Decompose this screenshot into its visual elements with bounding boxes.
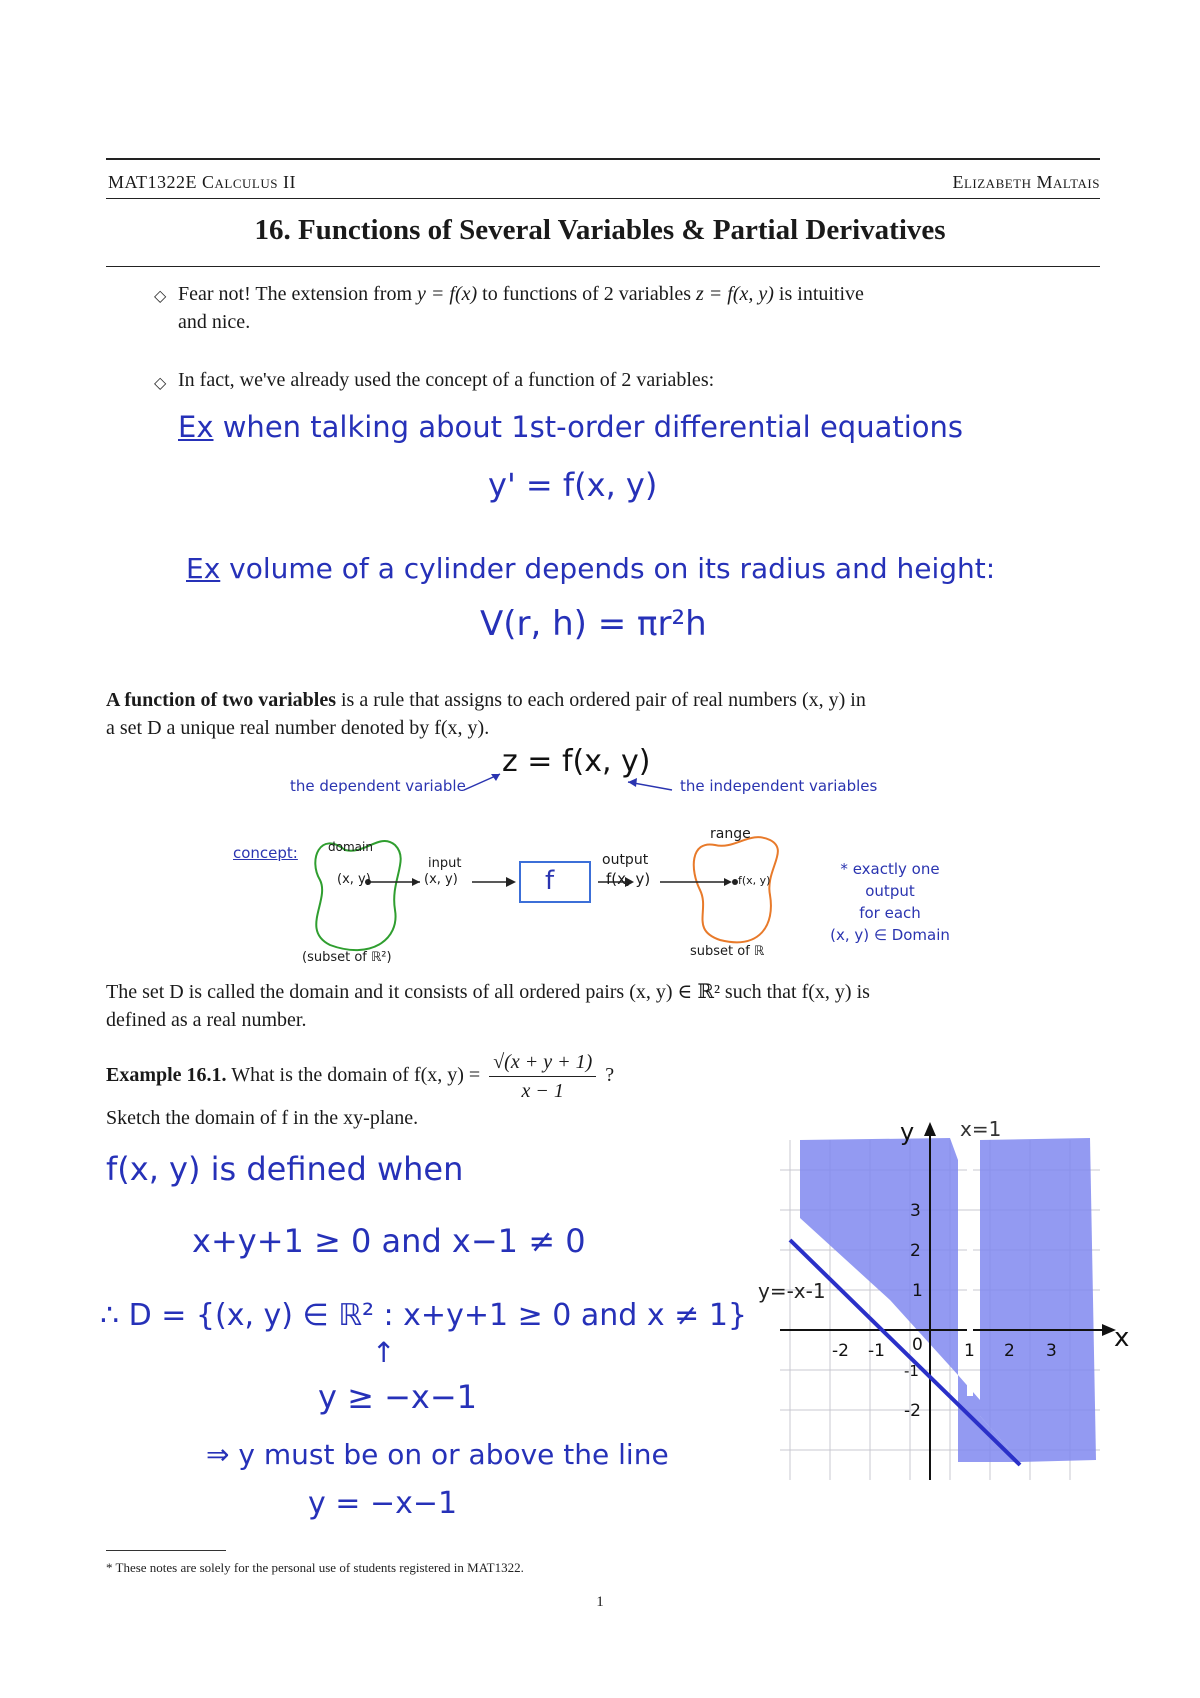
handwritten-example-1: Ex when talking about 1st-order differential equations [178,410,964,444]
x-axis-label: x [1114,1323,1130,1353]
domain-paragraph: The set D is called the domain and it consists of all ordered pairs (x, y) ∈ ℝ² such that f(x, y) is defined as a real number. [106,981,870,1031]
footnote-rule [106,1550,226,1551]
handwritten-formula-1: y' = f(x, y) [488,466,658,504]
output-label: output [602,852,649,868]
example-question: Example 16.1. What is the domain of f(x, y) = $\frac{√(x + y + 1)}{x - 1}$ ? [106,1048,614,1105]
subset-r-label: subset of ℝ [690,944,765,959]
asymptote-label: x=1 [960,1117,1002,1141]
annotation-formula: z = f(x, y) [502,744,651,779]
x-tick-neg2: -2 [832,1341,849,1361]
author-name: Elizabeth Maltais [952,172,1100,192]
footnote: * These notes are solely for the personal use of students registered in MAT1322. [106,1560,524,1575]
solution-line-1: f(x, y) is defined when [106,1150,464,1188]
x-tick-2: 2 [1004,1341,1015,1361]
solution-line-3: ∴ D = {(x, y) ∈ ℝ² : x+y+1 ≥ 0 and x ≠ 1} [100,1298,747,1333]
bullet-1: Fear not! The extension from y = f(x) to functions of 2 variables z = f(x, y) is intuitive and nice. [178,283,864,333]
y-tick-3: 3 [910,1201,921,1221]
dependent-label: the dependent variable [290,777,466,795]
solution-line-2: x+y+1 ≥ 0 and x−1 ≠ 0 [192,1222,586,1260]
page-title: 16. Functions of Several Variables & Partial Derivatives [254,214,946,246]
y-tick-neg2: -2 [904,1401,921,1421]
y-tick-2: 2 [910,1241,921,1261]
course-name: MAT1322E Calculus II [108,172,296,192]
domain-label: domain [328,840,373,854]
solution-line-6: ⇒ y must be on or above the line [206,1438,669,1471]
domain-region-right [980,1138,1096,1462]
f-label: f [545,866,555,896]
y-tick-1: 1 [912,1281,923,1301]
handwritten-example-2: Ex volume of a cylinder depends on its radius and height: [186,552,996,585]
domain-point: (x, y) [337,872,371,887]
concept-label: concept: [233,844,298,862]
independent-label: the independent variables [680,777,878,795]
domain-fraction: $\frac{√(x + y + 1)}{x - 1}$ [489,1048,596,1105]
bullet-2: In fact, we've already used the concept of a function of 2 variables: [178,369,715,391]
page-number: 1 [596,1594,604,1610]
range-label: range [710,826,751,842]
x-tick-neg1: -1 [868,1341,885,1361]
domain-region-left [800,1138,958,1375]
input-label: input [428,856,462,871]
handwritten-formula-2: V(r, h) = πr²h [480,604,707,644]
y-tick-neg1: -1 [904,1362,919,1380]
bullet-diamond-2: ◇ [154,375,167,392]
x-tick-0: 0 [912,1335,923,1355]
y-axis-label: y [900,1118,915,1146]
definition-paragraph: A function of two variables is a rule that assigns to each ordered pair of real numbers (x, y) in a set D a unique real number denoted by f(x, y). [106,689,866,739]
input-value: (x, y) [424,872,458,887]
solution-line-5: y ≥ −x−1 [318,1378,478,1416]
bullet-diamond-1: ◇ [154,288,167,305]
solution-arrow: ↑ [372,1336,396,1369]
line-label: y=-x-1 [758,1279,826,1303]
x-tick-1: 1 [964,1341,975,1361]
subset-r2-label: (subset of ℝ²) [302,950,392,965]
solution-line-7: y = −x−1 [308,1486,458,1521]
range-value: f(x, y) [738,874,771,887]
sketch-instruction: Sketch the domain of f in the xy-plane. [106,1107,419,1129]
output-value: f(x, y) [606,870,651,888]
exactly-one-note: * exactly one output for each (x, y) ∈ Domain [830,860,950,944]
x-tick-3: 3 [1046,1341,1057,1361]
